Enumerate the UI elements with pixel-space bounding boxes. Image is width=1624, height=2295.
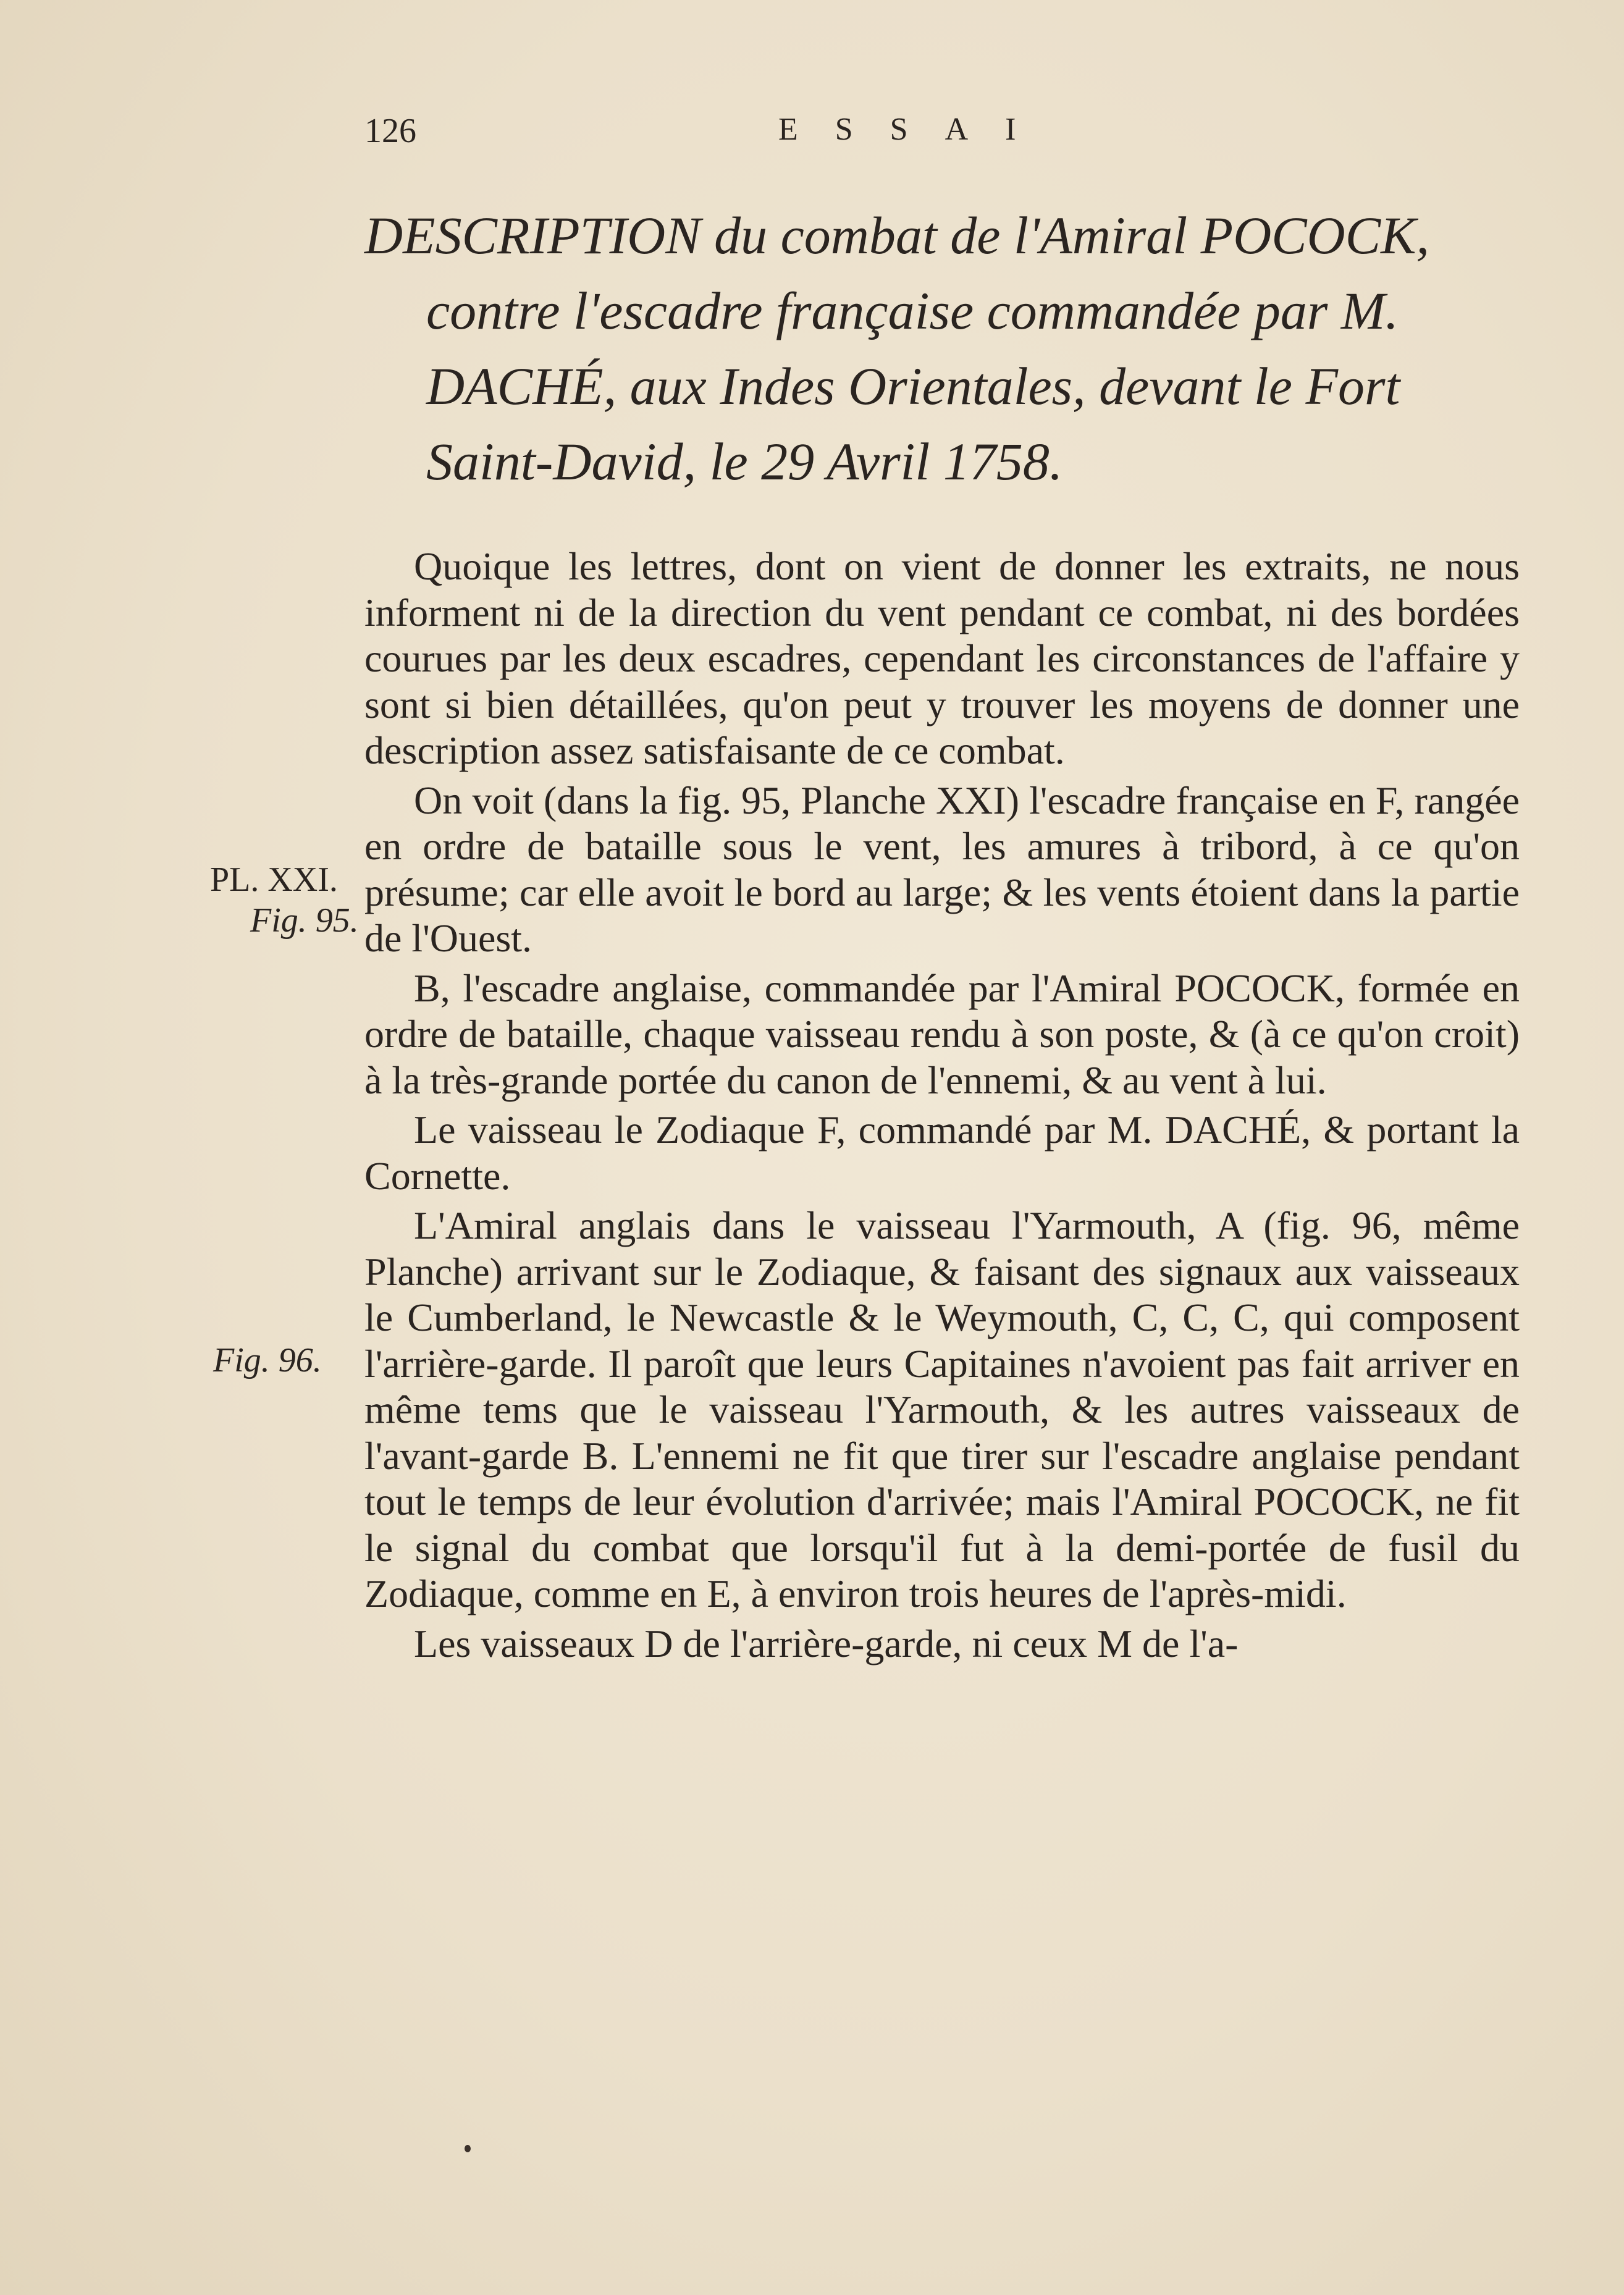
heading-line: Saint-David, le 29 Avril 1758. (426, 432, 1063, 491)
paragraph: B, l'escadre anglaise, commandée par l'Amiral POCOCK, formée en ordre de bataille, chaque vaisseau rendu à son poste, & (à ce qu'on croit) à la très-grande portée du canon de l'ennemi, & au vent à lui. (364, 966, 1520, 1102)
margin-note-plate: PL. XXI. (210, 861, 338, 899)
margin-note-figure: Fig. 95. (250, 901, 359, 940)
heading-line: contre l'escadre française commandée par M. (426, 281, 1399, 340)
heading-line: DACHÉ, aux Indes Orientales, devant le Fort (426, 356, 1400, 416)
paragraph: Le vaisseau le Zodiaque F, commandé par M. DACHÉ, & portant la Cornette. (364, 1108, 1520, 1198)
paragraph: On voit (dans la fig. 95, Planche XXI) l'escadre française en F, rangée en ordre de bataille sous le vent, les amures à tribord, à ce qu'on présume; car elle avoit le bord au large; & les vents étoient dans la partie de l'Ouest. (364, 778, 1520, 960)
paragraph: L'Amiral anglais dans le vaisseau l'Yarmouth, A (fig. 96, même Planche) arrivant sur le Zodiaque, & faisant des signaux aux vaisseaux le Cumberland, le Newcastle & le Weymouth, C, C, C, qui composent l'arrière-garde. Il paroît que leurs Capitaines n'avoient pas fait arriver en même tems que le vaisseau l'Yarmouth, & les autres vaisseaux de l'avant-garde B. L'ennemi ne fit que tirer sur l'escadre anglaise pendant tout le temps de leur évolution d'arrivée; mais l'Amiral POCOCK, ne fit le signal du combat que lorsqu'il fut à la demi-portée de fusil du Zodiaque, comme en E, à environ trois heures de l'après-midi. (364, 1203, 1520, 1615)
section-heading (364, 198, 1538, 499)
margin-note-figure: Fig. 96. (213, 1341, 322, 1379)
page-number: 126 (364, 112, 416, 150)
running-head (364, 111, 1538, 161)
paragraph: Quoique les lettres, dont on vient de donner les extraits, ne nous informent ni de la direction du vent pendant ce combat, ni des bordées courues par les deux escadres, cependant les circonstances de l'affaire y sont si bien détaillées, qu'on peut y trouver les moyens de donner une description assez satisfaisante de ce combat. (364, 544, 1520, 772)
body-text (364, 544, 1520, 1667)
running-title: ESSAI (778, 112, 1053, 147)
ink-speck (465, 2145, 471, 2152)
paragraph: Les vaisseaux D de l'arrière-garde, ni ceux M de l'a- (414, 1621, 1239, 1665)
heading-line: DESCRIPTION du combat de l'Amiral POCOCK, (364, 206, 1429, 265)
